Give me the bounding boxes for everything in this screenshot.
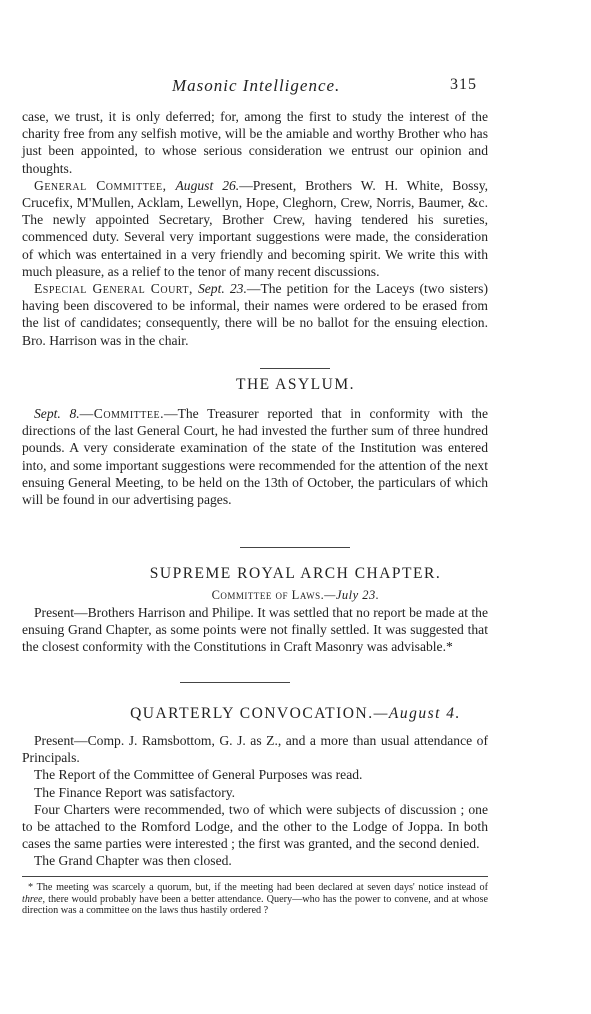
royal-arch-paragraph: Present—Brothers Harrison and Philipe. It was settled that no report be made at the ensuing Grand Chapter, as some points were not finally settled. It was suggested that the closest conformity with the Constitutions in Craft Masonry was advisable.*: [22, 605, 488, 655]
convocation-paragraph: The Report of the Committee of General Purposes was read.: [34, 767, 363, 783]
footnote: [22, 882, 488, 917]
royal-arch-heading: SUPREME ROYAL ARCH CHAPTER.: [149, 565, 442, 582]
footnote-text-end: there would probably have been a better attendance. Query—who has the power to convene, and at whose direction was a committee on the laws thus hastily ordered ?: [22, 893, 488, 917]
royal-arch-subheading: [0, 588, 591, 603]
asylum-committee-label: —Committee.: [79, 406, 164, 421]
convocation-heading-title: QUARTERLY CONVOCATION.: [130, 705, 374, 722]
section-divider: [260, 368, 330, 369]
convocation-section: [22, 732, 488, 870]
general-committee-date: August 26.: [175, 177, 240, 193]
asylum-section: [22, 405, 488, 508]
footnote-rule: [22, 876, 488, 877]
asylum-heading: THE ASYLUM.: [236, 376, 355, 393]
intro-section: [22, 108, 488, 349]
especial-court-paragraph: [22, 280, 488, 349]
asylum-paragraph: [22, 405, 488, 508]
general-committee-paragraph: [22, 177, 488, 280]
intro-paragraph: case, we trust, it is only deferred; for, among the first to study the interest of the charity free from any selfish motive, will be the amiable and worthy Brother who has just been appointed, to whose serious consideration we entrust our opinion and thoughts.: [22, 109, 488, 176]
convocation-paragraph: Present—Comp. J. Ramsbottom, G. J. as Z., and a more than usual attendance of Principals.: [22, 733, 488, 766]
running-head-title: Masonic Intelligence.: [172, 76, 341, 95]
section-divider: [180, 682, 290, 683]
footnote-emphasis: three,: [22, 893, 46, 905]
convocation-paragraph: Four Charters were recommended, two of which were subjects of discussion ; one to be attached to the Romford Lodge, and the other to the Lodge of Joppa. In both cases the same parties were interested ; the first was granted, and the second denied.: [22, 801, 488, 852]
convocation-heading: [0, 705, 591, 723]
especial-court-text: —The petition for the Laceys (two sisters) having been discovered to be informal, their names were ordered to be erased from the list of candidates; consequently, there will be no ballot for the ensuing election. Bro. Harrison was in the chair.: [22, 281, 488, 348]
section-divider: [240, 547, 350, 548]
asylum-date: Sept. 8.: [34, 406, 80, 421]
footnote-paragraph: [22, 882, 488, 917]
committee-of-laws-label: Committee of Laws.: [211, 588, 325, 602]
committee-of-laws-date: —July 23.: [324, 588, 380, 602]
royal-arch-section: [22, 604, 488, 656]
footnote-text-start: * The meeting was scarcely a quorum, but, if the meeting had been declared at seven days' notice instead of: [28, 882, 488, 893]
page-number: 315: [450, 76, 477, 93]
general-committee-text: —Present, Brothers W. H. White, Bossy, Crucefix, M'Mullen, Acklam, Lewellyn, Hope, Cleghorn, Crew, Norris, Baumer, &c. The newly appointed Secretary, Brother Crew, having tendered his sureties, commenced duty. Several very important suggestions were made, the consideration of which was entertained in a very friendly and becoming spirit. We write this with much pleasure, as a relief to the tenor of many recent discussions.: [22, 177, 489, 279]
convocation-paragraph: The Grand Chapter was then closed.: [34, 853, 232, 869]
especial-court-label: Especial General Court,: [34, 281, 193, 297]
asylum-text: —The Treasurer reported that in conformity with the directions of the last General Court, he had invested the further sum of three hundred pounds. A very considerate examination of the state of the Institution was entered into, and some important suggestions were recommended for the attention of the next ensuing General Meeting, to be held on the 13th of October, the particulars of which will be found in our advertising pages.: [22, 406, 488, 508]
especial-court-date: Sept. 23.: [197, 281, 247, 297]
general-committee-label: General Committee,: [34, 177, 167, 193]
running-head: [0, 76, 591, 98]
convocation-heading-date: —August 4.: [373, 705, 461, 722]
convocation-paragraph: The Finance Report was satisfactory.: [34, 784, 236, 800]
